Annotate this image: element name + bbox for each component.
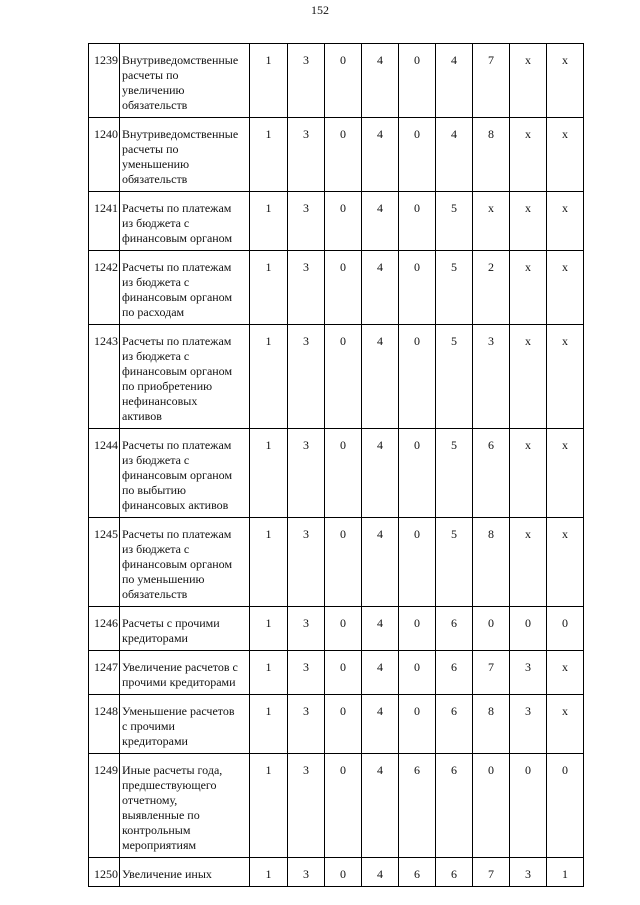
code-cell: 3 [510,651,547,695]
row-name-line: из бюджета с [122,216,190,230]
row-name-line: Увеличение расчетов с [122,660,238,674]
code-cell: 0 [325,695,362,754]
row-name-line: выявленные по [122,808,200,822]
table-row [89,695,584,754]
code-cell: 3 [288,518,325,607]
code-cell: 0 [399,651,436,695]
code-cell: 0 [547,754,584,858]
code-cell: 0 [399,44,436,118]
code-cell: 6 [436,651,473,695]
code-cell: 0 [325,518,362,607]
code-cell: 0 [325,429,362,518]
row-name-line: Иные расчеты года, [122,763,223,777]
code-cell: 3 [288,325,325,429]
code-cell: 0 [399,325,436,429]
code-cell: 0 [325,44,362,118]
row-name [120,429,250,518]
code-cell: 0 [325,118,362,192]
row-name [120,858,250,887]
table-row [89,607,584,651]
code-cell: 4 [362,325,399,429]
code-cell: 3 [288,429,325,518]
code-cell: 0 [325,754,362,858]
row-name-line: активов [122,409,162,423]
row-name-line: Расчеты по платежам [122,201,232,215]
row-number: 1239 [89,44,120,118]
row-number: 1250 [89,858,120,887]
code-cell: 6 [399,858,436,887]
row-name [120,518,250,607]
row-number: 1241 [89,192,120,251]
row-name [120,607,250,651]
code-cell: 7 [473,858,510,887]
row-name-line: нефинансовых [122,394,198,408]
row-name-line: контрольным [122,823,191,837]
code-cell: 4 [362,44,399,118]
table-row [89,118,584,192]
row-number: 1240 [89,118,120,192]
row-name [120,325,250,429]
code-cell: 1 [547,858,584,887]
row-number: 1243 [89,325,120,429]
code-cell: 7 [473,651,510,695]
row-name-line: финансовым органом [122,290,233,304]
code-cell: 3 [288,651,325,695]
code-cell: х [547,44,584,118]
row-name-line: финансовым органом [122,231,233,245]
table-row [89,192,584,251]
code-cell: 8 [473,695,510,754]
row-name [120,44,250,118]
code-cell: 0 [325,192,362,251]
row-number: 1248 [89,695,120,754]
code-cell: 0 [325,858,362,887]
row-name-line: Расчеты по платежам [122,334,232,348]
code-cell: 0 [325,607,362,651]
code-cell: 4 [362,118,399,192]
row-name-line: Расчеты по платежам [122,527,232,541]
row-name [120,251,250,325]
code-cell: 3 [473,325,510,429]
code-cell: 1 [250,325,288,429]
row-name-line: из бюджета с [122,275,190,289]
code-cell: 0 [399,607,436,651]
row-name [120,651,250,695]
row-name-line: обязательств [122,587,188,601]
row-number: 1244 [89,429,120,518]
row-name-line: финансовым органом [122,468,233,482]
table-row [89,651,584,695]
code-cell: 5 [436,518,473,607]
row-name-line: с прочими [122,719,175,733]
code-cell: 0 [325,251,362,325]
row-name-line: финансовым органом [122,557,233,571]
code-cell: 1 [250,695,288,754]
row-name [120,118,250,192]
row-name [120,695,250,754]
row-name-line: из бюджета с [122,453,190,467]
code-cell: 3 [288,192,325,251]
code-cell: х [510,429,547,518]
code-cell: 5 [436,429,473,518]
code-cell: х [547,118,584,192]
code-cell: 0 [510,754,547,858]
code-cell: х [547,251,584,325]
row-name-line: из бюджета с [122,349,190,363]
code-cell: 5 [436,251,473,325]
code-cell: 5 [436,192,473,251]
table-row [89,518,584,607]
table-row [89,429,584,518]
code-cell: х [547,192,584,251]
code-cell: 1 [250,754,288,858]
row-number: 1245 [89,518,120,607]
code-cell: х [510,44,547,118]
code-cell: 4 [362,695,399,754]
row-name-line: расчеты по [122,68,179,82]
code-cell: 3 [288,858,325,887]
table-row [89,858,584,887]
code-cell: 4 [362,518,399,607]
code-cell: 1 [250,518,288,607]
code-cell: 1 [250,192,288,251]
row-name-line: расчеты по [122,142,179,156]
code-cell: 3 [288,695,325,754]
code-cell: 6 [436,754,473,858]
code-cell: 0 [399,429,436,518]
code-cell: х [510,518,547,607]
code-cell: 1 [250,44,288,118]
row-name-line: кредиторами [122,734,188,748]
code-cell: 3 [288,118,325,192]
code-cell: х [547,325,584,429]
code-cell: 2 [473,251,510,325]
row-name-line: прочими кредиторами [122,675,236,689]
code-cell: 4 [436,118,473,192]
code-cell: 8 [473,518,510,607]
row-name-line: уменьшению [122,157,190,171]
code-cell: 7 [473,44,510,118]
row-number: 1249 [89,754,120,858]
code-cell: 3 [288,251,325,325]
row-name-line: финансовых активов [122,498,229,512]
code-cell: х [547,518,584,607]
table-row [89,251,584,325]
code-cell: 5 [436,325,473,429]
row-name-line: финансовым органом [122,364,233,378]
code-cell: 0 [399,192,436,251]
row-name-line: Внутриведомственные [122,127,239,141]
code-cell: 6 [436,858,473,887]
code-cell: 6 [399,754,436,858]
code-cell: 1 [250,118,288,192]
row-name-line: по выбытию [122,483,186,497]
code-cell: 0 [399,118,436,192]
code-cell: х [510,325,547,429]
code-cell: 0 [510,607,547,651]
row-name-line: мероприятиям [122,838,197,852]
row-name-line: отчетному, [122,793,178,807]
code-cell: 1 [250,858,288,887]
code-cell: 6 [436,695,473,754]
row-name-line: Расчеты по платежам [122,260,232,274]
code-cell: 0 [399,518,436,607]
row-name-line: по уменьшению [122,572,205,586]
code-cell: 0 [325,325,362,429]
row-name [120,192,250,251]
row-name [120,754,250,858]
code-cell: 0 [547,607,584,651]
row-number: 1242 [89,251,120,325]
row-name-line: Расчеты с прочими [122,616,220,630]
code-cell: 4 [362,858,399,887]
code-cell: 4 [362,429,399,518]
code-cell: 4 [362,607,399,651]
code-cell: 0 [399,251,436,325]
code-cell: 4 [362,192,399,251]
row-number: 1247 [89,651,120,695]
row-name-line: обязательств [122,172,188,186]
code-cell: 3 [288,754,325,858]
code-cell: х [510,118,547,192]
code-cell: 1 [250,251,288,325]
table-row [89,754,584,858]
row-name-line: Уменьшение расчетов [122,704,235,718]
table-row [89,44,584,118]
row-name-line: Расчеты по платежам [122,438,232,452]
code-cell: 3 [510,858,547,887]
code-cell: 6 [473,429,510,518]
code-cell: 6 [436,607,473,651]
code-cell: 0 [473,607,510,651]
code-cell: х [510,192,547,251]
row-name-line: обязательств [122,98,188,112]
row-name-line: по приобретению [122,379,213,393]
code-cell: 1 [250,429,288,518]
row-name-line: увеличению [122,83,185,97]
row-number: 1246 [89,607,120,651]
code-cell: х [547,651,584,695]
code-cell: 3 [288,44,325,118]
code-cell: 0 [399,695,436,754]
code-cell: х [473,192,510,251]
code-cell: 4 [362,251,399,325]
row-name-line: кредиторами [122,631,188,645]
row-name-line: предшествующего [122,778,217,792]
page-number: 152 [311,3,329,17]
code-cell: 0 [473,754,510,858]
code-cell: 8 [473,118,510,192]
row-name-line: по расходам [122,305,185,319]
account-codes-table [88,43,584,887]
code-cell: х [547,429,584,518]
code-cell: 3 [510,695,547,754]
code-cell: 1 [250,607,288,651]
code-cell: х [510,251,547,325]
row-name-line: из бюджета с [122,542,190,556]
code-cell: 4 [362,754,399,858]
code-cell: 3 [288,607,325,651]
row-name-line: Увеличение иных [122,867,212,881]
code-cell: 0 [325,651,362,695]
code-cell: 4 [362,651,399,695]
code-cell: 1 [250,651,288,695]
table-row [89,325,584,429]
table-body [89,44,584,887]
row-name-line: Внутриведомственные [122,53,239,67]
code-cell: х [547,695,584,754]
code-cell: 4 [436,44,473,118]
